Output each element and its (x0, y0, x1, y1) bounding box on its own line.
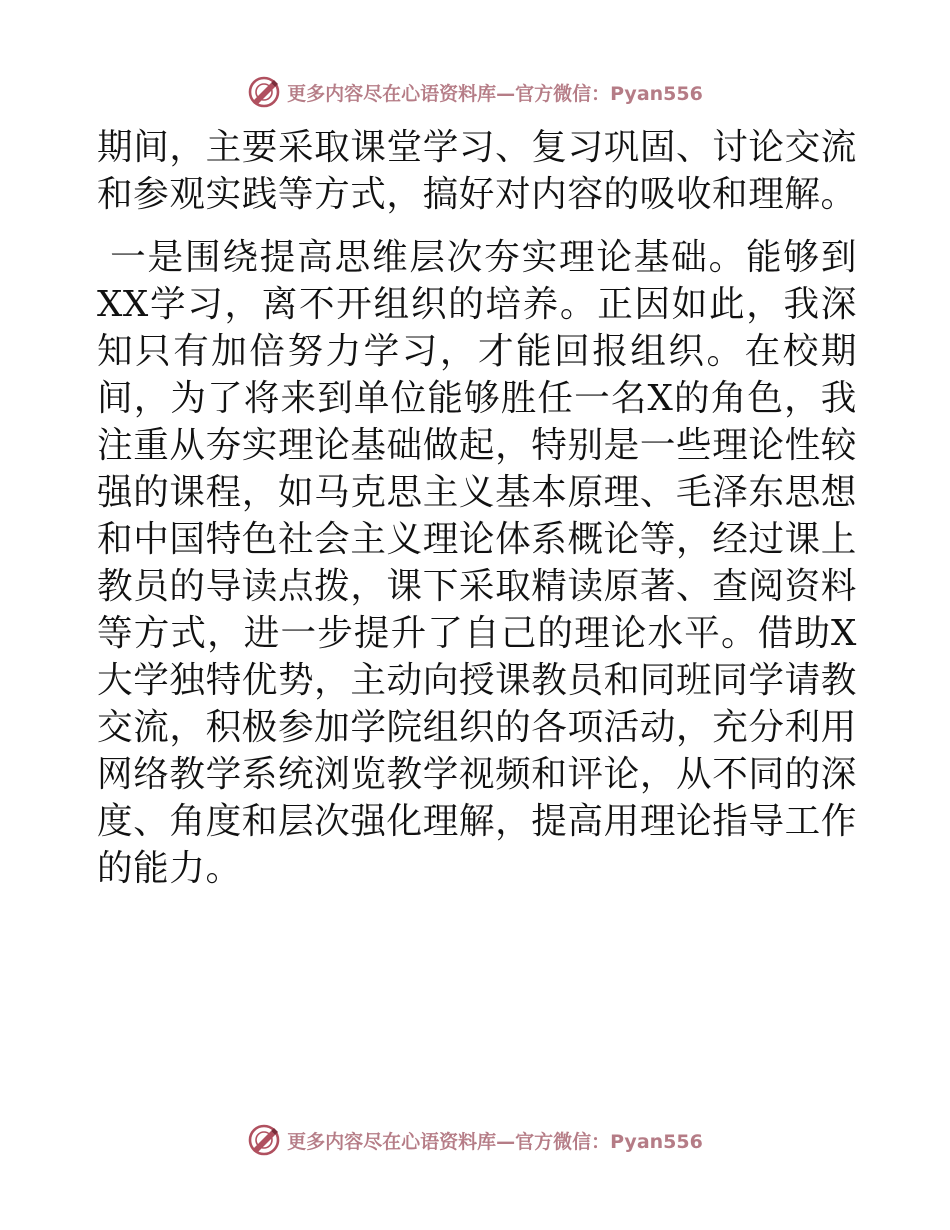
footer-watermark-inner (247, 1123, 703, 1157)
seal-logo-icon (247, 75, 281, 109)
header-watermark-text: 更多内容尽在心语资料库—官方微信：Pyan556 (287, 82, 703, 105)
footer-watermark-text: 更多内容尽在心语资料库—官方微信：Pyan556 (287, 1130, 703, 1153)
footer-watermark-banner (0, 1120, 950, 1160)
document-body (97, 124, 857, 892)
header-watermark-banner (0, 72, 950, 112)
body-paragraph-1: 期间，主要采取课堂学习、复习巩固、讨论交流和参观实践等方式，搞好对内容的吸收和理解。 (97, 127, 857, 215)
seal-logo-icon (247, 1123, 281, 1157)
body-paragraph-2: 一是围绕提高思维层次夯实理论基础。能够到XX学习，离不开组织的培养。正因如此，我深知只有加倍努力学习，才能回报组织。在校期间，为了将来到单位能够胜任一名X的角色，我注重从夯实理论基础做起，特别是一些理论性较强的课程，如马克思主义基本原理、毛泽东思想和中国特色社会主义理论体系概论等，经过课上教员的导读点拨，课下采取精读原著、查阅资料等方式，进一步提升了自己的理论水平。借助X大学独特优势，主动向授课教员和同班同学请教交流，积极参加学院组织的各项活动，充分利用网络教学系统浏览教学视频和评论，从不同的深度、角度和层次强化理解，提高用理论指导工作的能力。 (97, 237, 857, 889)
header-watermark-inner (247, 75, 703, 109)
